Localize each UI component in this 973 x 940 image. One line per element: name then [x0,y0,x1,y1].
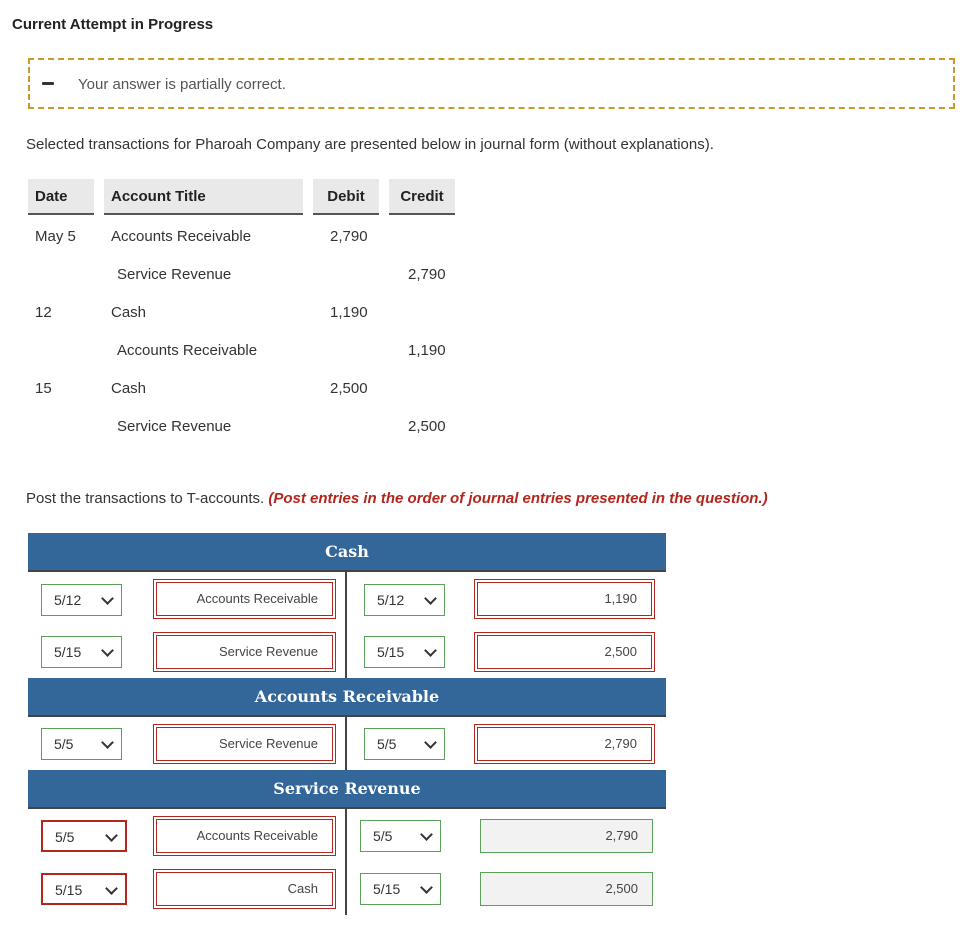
journal-row-date: 12 [35,304,52,321]
t-account-title-cash: Cash [28,533,666,571]
t-account-title-service-revenue: Service Revenue [28,770,666,808]
journal-row-date: 15 [35,380,52,397]
journal-row-account: Cash [111,304,147,321]
sr-left-date-select[interactable]: 5/5 [41,820,127,852]
cash-left-account-input[interactable]: Service Revenue [156,635,333,669]
sr-left-date-select[interactable]: 5/15 [41,873,127,905]
journal-row-debit: 2,790 [330,228,368,245]
cash-right-date-select[interactable]: 5/15 [364,636,445,668]
t-account-rule [28,807,666,809]
cash-left-date-select[interactable]: 5/15 [41,636,122,668]
journal-row-credit: 2,500 [408,418,446,435]
sr-left-account-input[interactable]: Accounts Receivable [156,819,333,853]
t-account-title-accounts-receivable: Accounts Receivable [28,678,666,716]
chevron-down-icon [105,829,118,842]
journal-row-debit: 1,190 [330,304,368,321]
chevron-down-icon [101,592,114,605]
journal-row-account: Cash [111,380,147,397]
journal-row-debit: 2,500 [330,380,368,397]
sr-right-date-select[interactable]: 5/5 [360,820,441,852]
cash-left-date-select[interactable]: 5/12 [41,584,122,616]
journal-header-account: Account Title [104,179,303,215]
journal-header-date: Date [28,179,94,215]
notice-message: Your answer is partially correct. [78,76,286,93]
cash-right-amount-input[interactable]: 1,190 [477,582,652,616]
sr-left-account-input[interactable]: Cash [156,872,333,906]
t-account-rule [28,570,666,572]
ar-right-date-select[interactable]: 5/5 [364,728,445,760]
journal-row-account: Accounts Receivable [111,228,252,245]
journal-row-account: Service Revenue [117,266,232,283]
journal-row-date: May 5 [35,228,76,245]
chevron-down-icon [420,881,433,894]
cash-left-account-input[interactable]: Accounts Receivable [156,582,333,616]
ar-left-date-select[interactable]: 5/5 [41,728,122,760]
sr-right-amount-input[interactable]: 2,790 [480,819,653,853]
ar-left-account-input[interactable]: Service Revenue [156,727,333,761]
journal-row-credit: 2,790 [408,266,446,283]
t-account-divider [345,570,347,915]
partial-icon [42,82,54,85]
chevron-down-icon [101,644,114,657]
ar-right-amount-input[interactable]: 2,790 [477,727,652,761]
attempt-heading: Current Attempt in Progress [12,16,214,33]
chevron-down-icon [420,828,433,841]
partial-correct-notice [28,58,955,109]
instructions-emphasis: (Post entries in the order of journal entries presented in the question.) [268,490,768,507]
sr-right-date-select[interactable]: 5/15 [360,873,441,905]
journal-row-account: Accounts Receivable [117,342,258,359]
chevron-down-icon [424,644,437,657]
journal-header-credit: Credit [389,179,455,215]
chevron-down-icon [424,736,437,749]
chevron-down-icon [105,882,118,895]
cash-right-amount-input[interactable]: 2,500 [477,635,652,669]
cash-right-date-select[interactable]: 5/12 [364,584,445,616]
posting-instructions [26,490,768,507]
sr-right-amount-input[interactable]: 2,500 [480,872,653,906]
journal-row-account: Service Revenue [117,418,232,435]
chevron-down-icon [101,736,114,749]
instructions-text: Post the transactions to T-accounts. [26,490,265,507]
journal-header-debit: Debit [313,179,379,215]
question-intro: Selected transactions for Pharoah Company are presented below in journal form (without explanations). [26,136,714,153]
chevron-down-icon [424,592,437,605]
journal-row-credit: 1,190 [408,342,446,359]
t-account-rule [28,715,666,717]
